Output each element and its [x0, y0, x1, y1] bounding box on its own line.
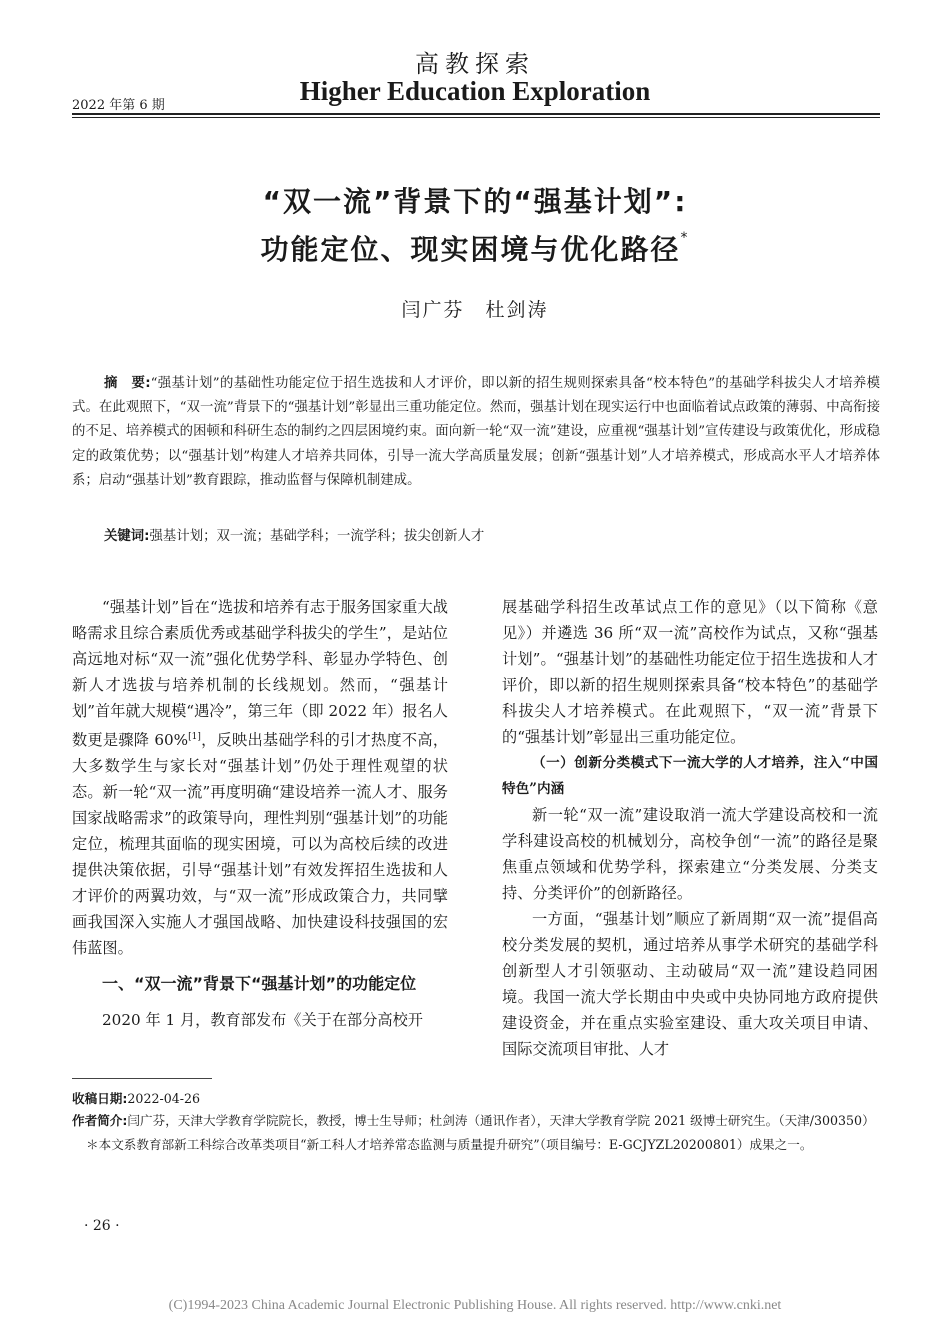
footnote-rule: [72, 1078, 212, 1079]
journal-title-en: Higher Education Exploration: [299, 76, 651, 106]
header-rule-thin: [72, 117, 880, 118]
body-right-column: [502, 594, 878, 1062]
body-paragraph: 展基础学科招生改革试点工作的意见》（以下简称《意见》）并遴选 36 所“双一流”高校作为试点，又称“强基计划”。“强基计划”的基础性功能定位于招生选拔和人才评价，即以新的招生规则探索具备“校本特色”的基础学科拔尖人才培养模式。在此观照下，“双一流”背景下的“强基计划”彰显出三重功能定位。: [502, 598, 878, 746]
copyright-notice: (C)1994-2023 China Academic Journal Electronic Publishing House. All rights reserved. http://www.cnki.net: [168, 1298, 782, 1313]
citation-ref: [1]: [188, 732, 201, 742]
body-paragraph: [72, 594, 448, 961]
funding-note: ＊本文系教育部新工科综合改革类项目“新工科人才培养常态监测与质量提升研究”（项目编号：E-GCJYZL20200801）成果之一。: [86, 1137, 813, 1152]
body-paragraph: 2020 年 1 月，教育部发布《关于在部分高校开: [102, 1011, 423, 1030]
body-paragraph: 一方面，“强基计划”顺应了新周期“双一流”提倡高校分类发展的契机，通过培养从事学术研究的基础学科创新型人才引领驱动、主动破局“双一流”建设趋同困境。我国一流大学长期由中央或中央协同地方政府提供建设资金，并在重点实验室建设、重大攻关项目申请、国际交流项目审批、人才: [502, 910, 878, 1058]
body-paragraph: 新一轮“双一流”建设取消一流大学建设高校和一流学科建设高校的机械划分，高校争创“一流”的路径是聚焦重点领域和优势学科，探索建立“分类发展、分类支持、分类评价”的创新路径。: [502, 806, 878, 902]
journal-title-cn: 高教探索: [415, 50, 535, 78]
authors: 闫广芬 杜剑涛: [401, 299, 549, 321]
received-label: 收稿日期:: [72, 1091, 128, 1106]
abstract: [72, 372, 880, 493]
body-text: “强基计划”旨在“选拔和培养有志于服务国家重大战略需求且综合素质优秀或基础学科拔尖的学生”，是站位高远地对标“双一流”强化优势学科、彰显办学特色、创新人才选拔与培养机制的长线规划。然而，“强基计划”首年就大规模“遇冷”，第三年（即 2022 年）报名人数更是骤降 60%: [72, 598, 448, 750]
received-row: [72, 1088, 880, 1110]
body-text-cont: ，反映出基础学科的引才热度不高，大多数学生与家长对“强基计划”仍处于理性观望的状态。新一轮“双一流”再度明确“建设培养一流人才、服务国家战略需求”的政策导向，理性判别“强基计划”的功能定位，梳理其面临的现实困境，可以为高校后续的改进提供决策依据，引导“强基计划”有效发挥招生选拔和人才评价的两翼功效，与“双一流”形成政策合力，共同擘画我国深入实施人才强国战略、加快建设科技强国的宏伟蓝图。: [72, 731, 449, 958]
abstract-text: “强基计划”的基础性功能定位于招生选拔和人才评价，即以新的招生规则探索具备“校本特色”的基础学科拔尖人才培养模式。在此观照下，“双一流”背景下的“强基计划”彰显出三重功能定位。然而，强基计划在现实运行中也面临着试点政策的薄弱、中高衔接的不足、培养模式的困顿和科研生态的制约之四层困境约束。面向新一轮“双一流”建设，应重视“强基计划”宣传建设与政策优化，形成稳定的政策优势；以“强基计划”构建人才培养共同体，引导一流大学高质量发展；创新“强基计划”人才培养模式，形成高水平人才培养体系；启动“强基计划”教育跟踪，推动监督与保障机制建成。: [72, 376, 880, 488]
article-title-line1: “双一流”背景下的“强基计划”:: [262, 185, 688, 218]
issue-label: 2022 年第 6 期: [72, 98, 165, 113]
author-bio-text: 闫广芬，天津大学教育学院院长，教授，博士生导师；杜剑涛（通讯作者），天津大学教育学院 2021 级博士研究生。（天津/300350）: [127, 1113, 875, 1128]
author-bio-row: [72, 1110, 880, 1132]
subsection-heading: （一）创新分类模式下一流大学的人才培养，注入“中国特色”内涵: [502, 755, 878, 797]
header-rule: [72, 113, 880, 115]
keywords-text: 强基计划；双一流；基础学科；一流学科；拔尖创新人才: [149, 529, 485, 544]
keywords-label: 关键词:: [104, 529, 150, 544]
section-heading: 一、“双一流”背景下“强基计划”的功能定位: [102, 974, 417, 994]
footnotes: [72, 1088, 880, 1156]
title-note-mark: *: [680, 230, 690, 246]
abstract-label: 摘 要:: [104, 376, 151, 391]
article-title-line2-text: 功能定位、现实困境与优化路径: [260, 233, 681, 266]
author-bio-label: 作者简介:: [72, 1113, 128, 1128]
received-date: 2022-04-26: [127, 1091, 201, 1106]
body-left-column: [72, 594, 448, 1033]
page-number: · 26 ·: [84, 1218, 120, 1234]
keywords: [104, 526, 880, 548]
article-title-line2: [0, 228, 950, 268]
